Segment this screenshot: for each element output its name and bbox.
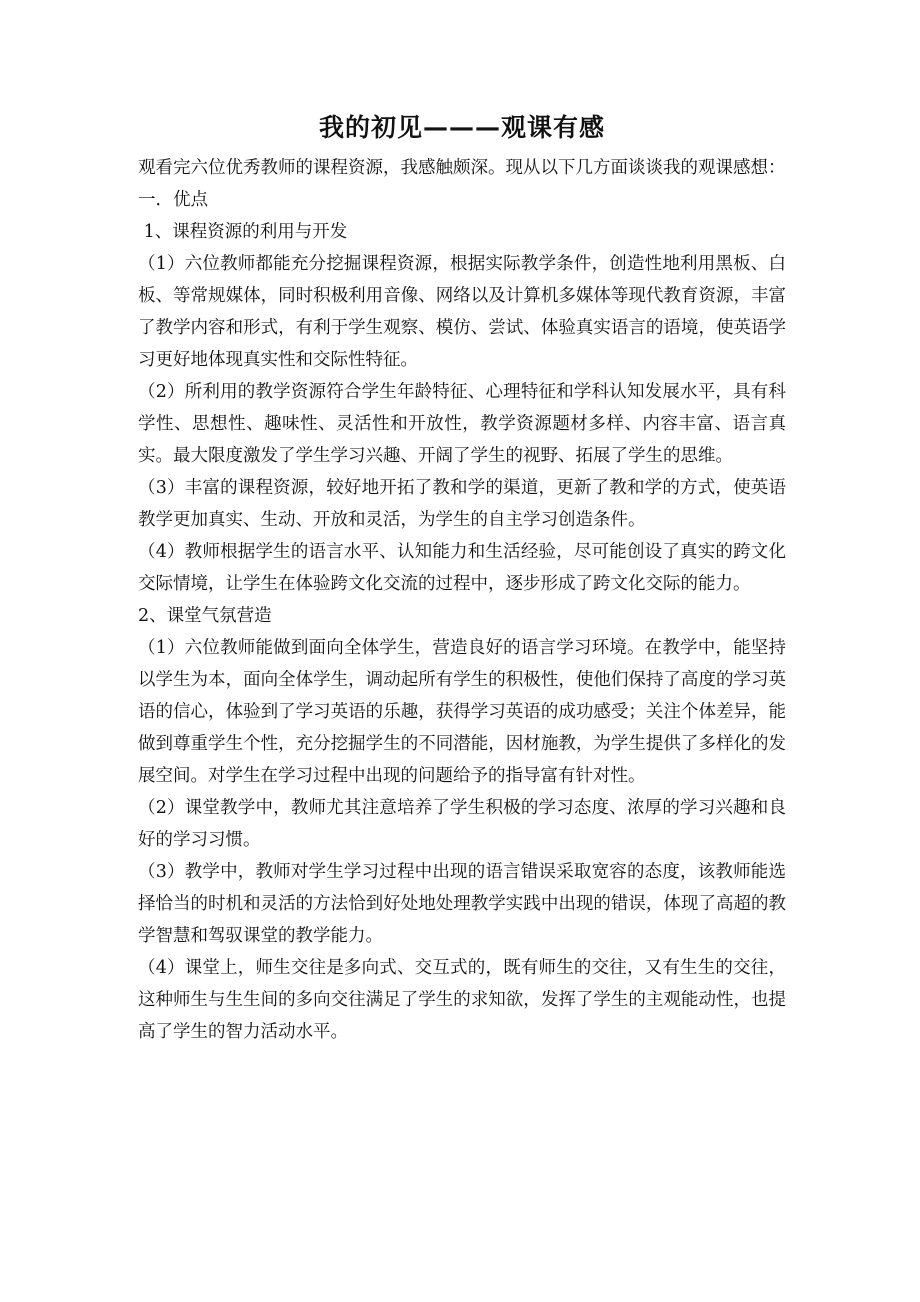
page-title: 我的初见———观课有感 (318, 113, 605, 142)
subsection-heading-resources: 1、课程资源的利用与开发 (138, 222, 348, 242)
document-page (138, 108, 786, 1048)
resources-item-1: （1）六位教师都能充分挖掘课程资源，根据实际教学条件，创造性地利用黑板、白板、等常规媒体，同时积极利用音像、网络以及计算机多媒体等现代教育资源，丰富了教学内容和形式，有利于学生观察、模仿、尝试、体验真实语言的语境，使英语学习更好地体现真实性和交际性特征。 (138, 254, 786, 370)
resources-item-3: （3）丰富的课程资源，较好地开拓了教和学的渠道，更新了教和学的方式，使英语教学更加真实、生动、开放和灵活，为学生的自主学习创造条件。 (138, 478, 786, 530)
subsection-heading-atmosphere: 2、课堂气氛营造 (138, 606, 272, 626)
section-heading-advantages: 一．优点 (138, 190, 208, 210)
atmosphere-item-1: （1）六位教师能做到面向全体学生，营造良好的语言学习环境。在教学中，能坚持以学生为本，面向全体学生，调动起所有学生的积极性，使他们保持了高度的学习英语的信心，体验到了学习英语的乐趣，获得学习英语的成功感受；关注个体差异，能做到尊重学生个性，充分挖掘学生的不同潜能，因材施教，为学生提供了多样化的发展空间。对学生在学习过程中出现的问题给予的指导富有针对性。 (138, 638, 786, 786)
atmosphere-item-2: （2）课堂教学中，教师尤其注意培养了学生积极的学习态度、浓厚的学习兴趣和良好的学习习惯。 (138, 798, 786, 850)
resources-item-4: （4）教师根据学生的语言水平、认知能力和生活经验，尽可能创设了真实的跨文化交际情境，让学生在体验跨文化交流的过程中，逐步形成了跨文化交际的能力。 (138, 542, 786, 594)
resources-item-2: （2）所利用的教学资源符合学生年龄特征、心理特征和学科认知发展水平，具有科学性、思想性、趣味性、灵活性和开放性，教学资源题材多样、内容丰富、语言真实。最大限度激发了学生学习兴趣、开阔了学生的视野、拓展了学生的思维。 (138, 382, 786, 466)
atmosphere-item-4: （4）课堂上，师生交往是多向式、交互式的，既有师生的交往，又有生生的交往，这种师生与生生间的多向交往满足了学生的求知欲，发挥了学生的主观能动性，也提高了学生的智力活动水平。 (138, 958, 786, 1042)
atmosphere-item-3: （3）教学中，教师对学生学习过程中出现的语言错误采取宽容的态度，该教师能选择恰当的时机和灵活的方法恰到好处地处理教学实践中出现的错误，体现了高超的教学智慧和驾驭课堂的教学能力。 (138, 862, 786, 946)
intro-paragraph: 观看完六位优秀教师的课程资源，我感触颇深。现从以下几方面谈谈我的观课感想： (138, 158, 786, 178)
